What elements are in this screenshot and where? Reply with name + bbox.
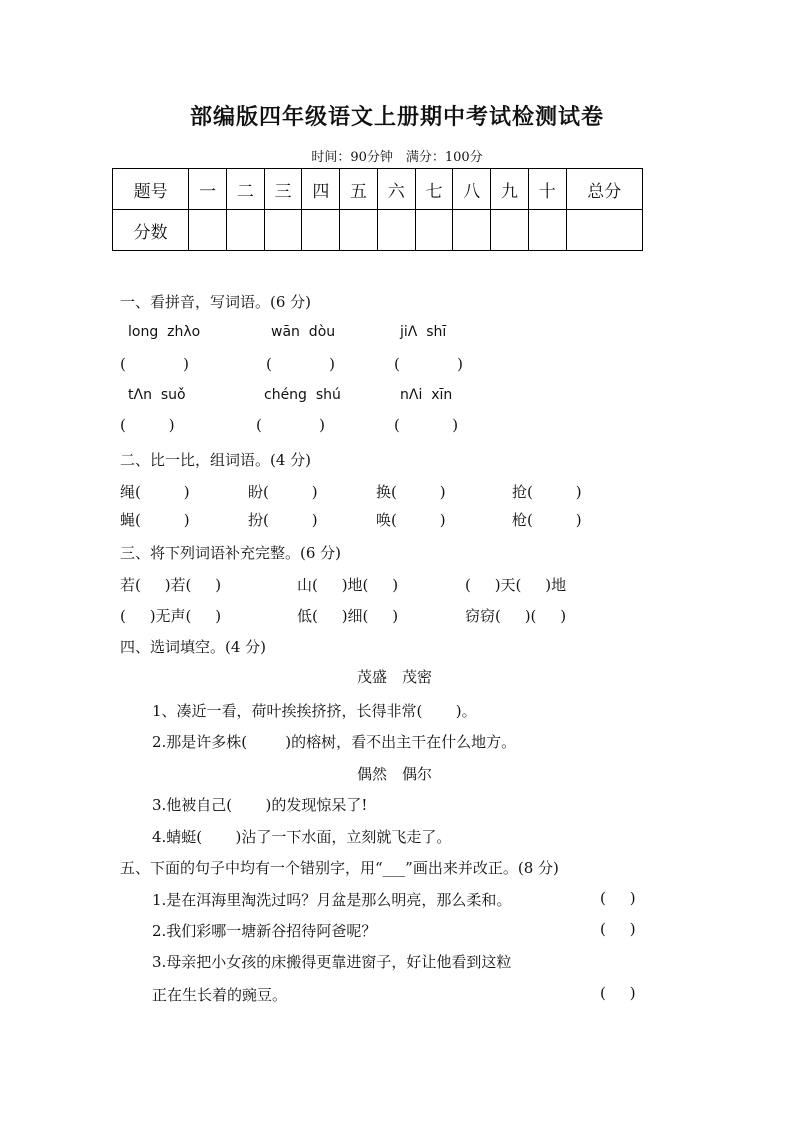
score-blank-cell[interactable] xyxy=(264,210,302,251)
answer-blank[interactable]: ( ) xyxy=(256,416,325,434)
answer-blank[interactable]: ( ) xyxy=(394,355,463,373)
word-compare[interactable]: 盼( ) xyxy=(248,483,318,501)
section4-heading: 四、选词填空。(4 分) xyxy=(120,638,267,656)
question-item[interactable]: 1.是在洱海里淘洗过吗？月盆是那么明亮，那么柔和。 xyxy=(152,891,512,909)
score-row-label: 分数 xyxy=(113,210,189,251)
score-blank-cell[interactable] xyxy=(415,210,453,251)
question-item[interactable]: 1、凑近一看，荷叶挨挨挤挤，长得非常( )。 xyxy=(152,702,477,720)
answer-blank[interactable]: ( ) xyxy=(120,355,189,373)
score-table-score-row xyxy=(113,210,643,251)
word-compare[interactable]: 蝇( ) xyxy=(120,511,190,529)
score-cell: 题号 xyxy=(113,169,189,210)
score-cell: 八 xyxy=(453,169,491,210)
word-compare[interactable]: 抢( ) xyxy=(512,483,582,501)
word-compare[interactable]: 唤( ) xyxy=(376,511,446,529)
answer-blank[interactable]: ( ) xyxy=(600,984,636,1002)
idiom-fill[interactable]: 若( )若( ) xyxy=(120,576,222,594)
score-blank-cell[interactable] xyxy=(226,210,264,251)
question-item-continued: 正在生长着的豌豆。 xyxy=(152,986,288,1004)
idiom-fill[interactable]: 窃窃( )( ) xyxy=(465,607,567,625)
question-item[interactable]: 2.我们彩哪一塘新谷招待阿爸呢？ xyxy=(152,922,377,940)
score-cell: 七 xyxy=(415,169,453,210)
word-choices: 偶然 偶尔 xyxy=(357,765,433,783)
section3-heading: 三、将下列词语补充完整。(6 分) xyxy=(120,544,342,562)
score-table xyxy=(112,168,643,251)
score-blank-cell[interactable] xyxy=(491,210,529,251)
page-title: 部编版四年级语文上册期中考试检测试卷 xyxy=(189,104,604,130)
score-blank-cell[interactable] xyxy=(566,210,642,251)
word-compare[interactable]: 枪( ) xyxy=(512,511,582,529)
score-cell: 二 xyxy=(226,169,264,210)
word-compare[interactable]: 绳( ) xyxy=(120,483,190,501)
section1-heading: 一、看拼音，写词语。(6 分) xyxy=(120,293,312,311)
section2-heading: 二、比一比，组词语。(4 分) xyxy=(120,451,312,469)
score-cell: 四 xyxy=(302,169,340,210)
score-blank-cell[interactable] xyxy=(453,210,491,251)
score-blank-cell[interactable] xyxy=(189,210,227,251)
score-cell: 总分 xyxy=(566,169,642,210)
score-blank-cell[interactable] xyxy=(302,210,340,251)
section5-heading: 五、下面的句子中均有一个错别字，用“___”画出来并改正。(8 分) xyxy=(120,859,559,877)
question-item[interactable]: 3.他被自己( )的发现惊呆了! xyxy=(152,796,368,814)
score-cell: 五 xyxy=(340,169,378,210)
question-item[interactable]: 3.母亲把小女孩的床搬得更靠进窗子，好让他看到这粒 xyxy=(152,953,512,971)
word-compare[interactable]: 扮( ) xyxy=(248,511,318,529)
question-item[interactable]: 2.那是许多株( )的榕树，看不出主干在什么地方。 xyxy=(152,733,517,751)
answer-blank[interactable]: ( ) xyxy=(120,416,175,434)
pinyin: chéng shú xyxy=(264,387,341,403)
score-cell: 十 xyxy=(528,169,566,210)
word-compare[interactable]: 换( ) xyxy=(376,483,446,501)
pinyin: long zhλo xyxy=(128,324,201,340)
answer-blank[interactable]: ( ) xyxy=(600,920,636,938)
idiom-fill[interactable]: 低( )细( ) xyxy=(297,607,399,625)
answer-blank[interactable]: ( ) xyxy=(266,355,335,373)
pinyin: nΛi xīn xyxy=(400,387,453,403)
score-cell: 三 xyxy=(264,169,302,210)
score-blank-cell[interactable] xyxy=(377,210,415,251)
score-cell: 九 xyxy=(491,169,529,210)
answer-blank[interactable]: ( ) xyxy=(394,416,459,434)
score-blank-cell[interactable] xyxy=(528,210,566,251)
idiom-fill[interactable]: ( )无声( ) xyxy=(120,607,222,625)
pinyin: wān dòu xyxy=(271,324,336,340)
score-cell: 六 xyxy=(377,169,415,210)
score-table-header-row xyxy=(113,169,643,210)
idiom-fill[interactable]: ( )天( )地 xyxy=(465,576,567,594)
pinyin: jiΛ shī xyxy=(400,324,447,340)
pinyin: tΛn suǒ xyxy=(128,387,186,403)
answer-blank[interactable]: ( ) xyxy=(600,889,636,907)
question-item[interactable]: 4.蜻蜓( )沾了一下水面，立刻就飞走了。 xyxy=(152,828,452,846)
idiom-fill[interactable]: 山( )地( ) xyxy=(297,576,399,594)
word-choices: 茂盛 茂密 xyxy=(357,668,433,686)
score-blank-cell[interactable] xyxy=(340,210,378,251)
score-cell: 一 xyxy=(189,169,227,210)
exam-info: 时间：90分钟 满分：100分 xyxy=(311,150,483,165)
